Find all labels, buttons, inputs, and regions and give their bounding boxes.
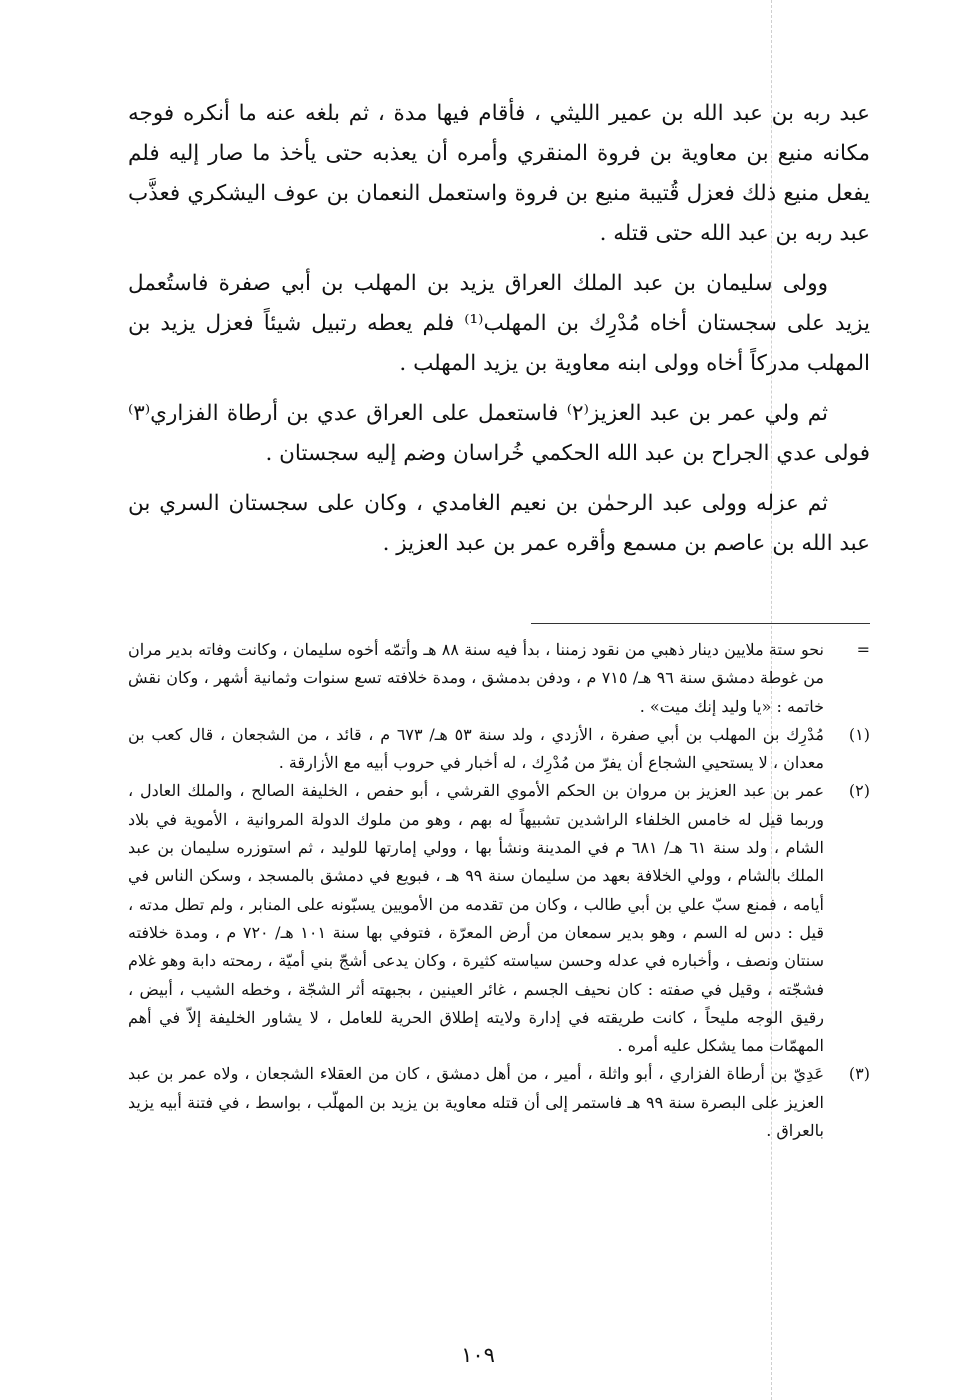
main-text [128,94,870,574]
footnote-text: نحو ستة ملايين دينار ذهبي من نقود زمننا ، بدأ فيه سنة ٨٨ هـ وأتمّه أخوه سليمان ، وكانت وفاته بدير مران من غوطة دمشق سنة ٩٦ هـ/ ٧١٥ م ، ودفن بدمشق ، ومدة خلافته تسع سنوات وثمانية أشهر ، وكان نقش خاتمه : «يا وليد إنك ميت» . [128,640,825,716]
footnote [128,1060,870,1145]
paragraph: عبد ربه بن عبد الله بن عمير الليثي ، فأقام فيها مدة ، ثم بلغه عنه ما أنكره فوجه مكانه منيع بن معاوية بن فروة المنقري وأمره أن يعذبه حتى يأخذ ما صار إليه فلم يفعل منيع ذلك فعزل قُتيبة منيع بن فروة واستعمل النعمان بن عوف اليشكري فعذَّب عبد ربه بن عبد الله حتى قتله . [128,101,870,246]
footnote-text: عَدِيّ بن أرطاة الفزاري ، أبو واثلة ، أمير ، من أهل دمشق ، كان من العقلاء الشجعان ، ولاه عمر بن عبد العزيز على البصرة سنة ٩٩ هـ فاستمر إلى أن قتله معاوية بن يزيد بن المهلّب ، بواسط ، في فتنة أبيه يزيد بالعراق . [128,1064,824,1141]
footnote-marker: (١) [848,724,870,744]
paragraph: ثم ولي عمر بن عبد العزيز⁽٢⁾ فاستعمل على العراق عدي بن أرطاة الفزاري⁽٣⁾ فولى عدي الجراح بن عبد الله الحكمي خُراسان وضم إليه سجستان . [128,401,870,466]
footnote-marker: (٢) [848,781,870,801]
page-number: ١٠٩ [461,1343,495,1367]
footnote-text: عمر بن عبد العزيز بن مروان بن الحكم الأموي القرشي ، أبو حفص ، الخليفة الصالح ، والملك العادل ، وربما قيل له خامس الخلفاء الراشدين تشبيهاً له بهم ، وهو من ملوك الدولة المروانية ، الأموية في بلاد الشام ، ولد سنة ٦١ هـ/ ٦٨١ م في المدينة ونشأ بها ، وولي إمارتها للوليد ، ثم استوزره سليمان بن عبد الملك بالشام ، وولي الخلافة بعهد من سليمان سنة ٩٩ هـ ، فبويع في دمشق بالمسجد ، وسكن الناس في أيامه ، فمنع سبّ علي بن أبي طالب ، وكان من تقدمه من الأمويين يسبّونه على المنابر ، ولم تطل مدته ، قيل : دس له السم ، وهو بدير سمعان من أرض المعرّة ، فتوفي بها سنة ١٠١ هـ/ ٧٢٠ م ، ومدة خلافته سنتان ونصف ، وأخباره في عدله وحسن سياسته كثيرة ، وكان يدعى أشجّ بني أميّة ، رمحته دابة وهو غلام فشجّته ، وقيل في صفته : كان نحيف الجسم ، غائر العينين ، بجبهته أثر الشجّة ، وخطه الشيب ، أبيض ، رقيق الوجه مليحاً ، كانت طريقته في إدارة ولايته إطلاق الحرية للعامل ، لا يشاور الخليفة إلاّ في أهم المهمّات مما يشكل عليه أمره . [128,781,825,1056]
footnotes [128,636,870,1145]
footnote-text: مُدْرِك بن المهلب بن أبي صفرة ، الأزدي ، ولد سنة ٥٣ هـ/ ٦٧٣ م ، قائد ، من الشجعان ، قال كعب بن معدان ، لا يستحيي الشجاع أن يفرّ من مُدْرِك ، له أخبار في حروب أبيه مع الأزارقة . [128,724,825,773]
footnote-marker: = [856,640,870,659]
paragraph: ثم عزله وولى عبد الرحمٰن بن نعيم الغامدي ، وكان على سجستان السري بن عبد الله بن عاصم بن مسمع وأقره عمر بن عبد العزيز . [128,491,870,556]
footnote [128,636,870,721]
footnote-marker: (٣) [848,1064,870,1084]
paragraph: وولى سليمان بن عبد الملك العراق يزيد بن المهلب بن أبي صفرة فاستُعمل يزيد على سجستان أخاه مُدْرِك بن المهلب⁽¹⁾ فلم يعطه رتبيل شيئاً فعزل يزيد بن المهلب مدركاً أخاه وولى ابنه معاوية بن يزيد المهلب . [128,271,870,376]
footnote [128,777,870,1060]
footnote-separator [531,623,870,624]
footnote [128,721,870,778]
